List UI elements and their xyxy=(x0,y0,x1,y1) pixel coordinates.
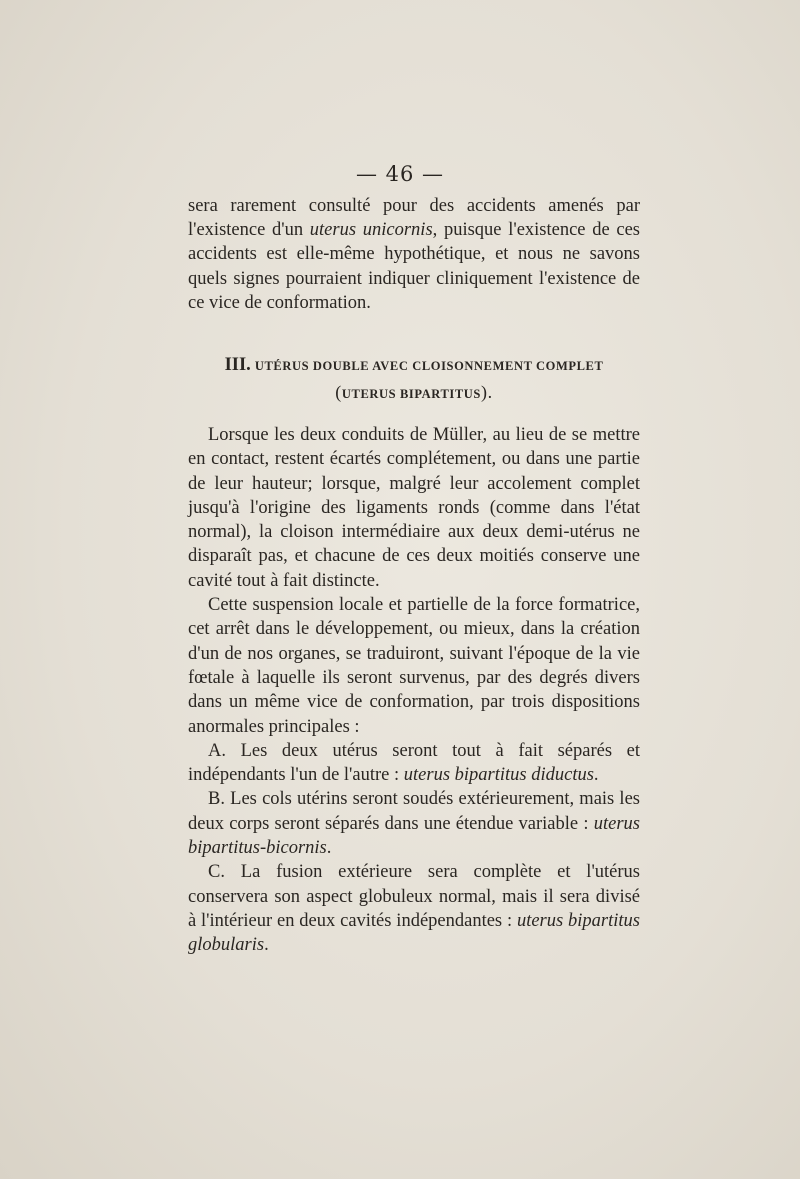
paragraph-3: Cette suspension locale et partielle de la force formatrice, cet arrêt dans le développement, ou mieux, dans la création d'un de nos organes, se traduiront, suivant l'époque de la vie fœtale à laquelle ils seront survenus, par des degrés divers dans un même vice de conformation, par trois dispositions anormales principales : xyxy=(188,595,640,737)
item-b-end: . xyxy=(326,838,332,859)
item-b-label: B. xyxy=(208,789,225,810)
item-c-label: C. xyxy=(208,862,225,883)
section-subtitle: UTERUS BIPARTITUS xyxy=(341,387,481,401)
paragraph-1-text: sera rarement consulté pour des accidents amenés par l'existence d'un xyxy=(188,196,640,241)
item-a-text: Les deux utérus seront tout à fait séparés et indépendants l'un de l'autre : xyxy=(188,740,640,786)
section-body xyxy=(188,423,640,958)
section-number: III. xyxy=(224,355,251,375)
page-number: — 46 — xyxy=(355,162,445,186)
item-a-label: A. xyxy=(208,740,226,761)
paragraph-1 xyxy=(188,194,640,315)
section-title: UTÉRUS DOUBLE AVEC CLOISONNEMENT COMPLET xyxy=(254,359,604,373)
item-c-italic: uterus bipartitus globularis xyxy=(188,910,640,956)
item-c-end: . xyxy=(264,935,269,956)
item-a-italic: uterus bipartitus diductus xyxy=(403,765,594,786)
item-a-end: . xyxy=(593,765,599,786)
paragraph-1-text-end: , puisque l'existence de ces accidents est elle-même hypothétique, et nous ne savons quels signes pourraient indiquer cliniquement l'existence de ce vice de conformation. xyxy=(188,220,640,313)
item-b-text: Les cols utérins seront soudés extérieurement, mais les deux corps seront séparés dans une étendue variable : xyxy=(188,789,640,834)
section-heading xyxy=(188,352,640,407)
list-item-a xyxy=(188,739,640,788)
paragraph-continuation xyxy=(188,194,640,315)
item-b-italic: uterus bipartitus-bicornis xyxy=(188,813,640,859)
section-heading-line-1 xyxy=(188,352,640,379)
item-c-text: La fusion extérieure sera complète et l'utérus conservera son aspect globuleux normal, mais il sera divisé à l'intérieur en deux cavités indépendantes : xyxy=(188,862,640,931)
list-item-c xyxy=(188,860,640,957)
paragraph-1-italic: uterus unicornis xyxy=(309,220,433,241)
list-item-b xyxy=(188,787,640,860)
section-heading-line-2: (UTERUS BIPARTITUS). xyxy=(335,382,493,402)
paragraph-2: Lorsque les deux conduits de Müller, au lieu de se mettre en contact, restent écartés complétement, ou dans une partie de leur hauteur; lorsque, malgré leur accolement complet jusqu'à l'origine des ligaments ronds (comme dans l'état normal), la cloison intermédiaire aux deux demi-utérus ne disparaît pas, et chacune de ces deux moitiés conserve une cavité tout à fait distincte. xyxy=(188,425,640,591)
